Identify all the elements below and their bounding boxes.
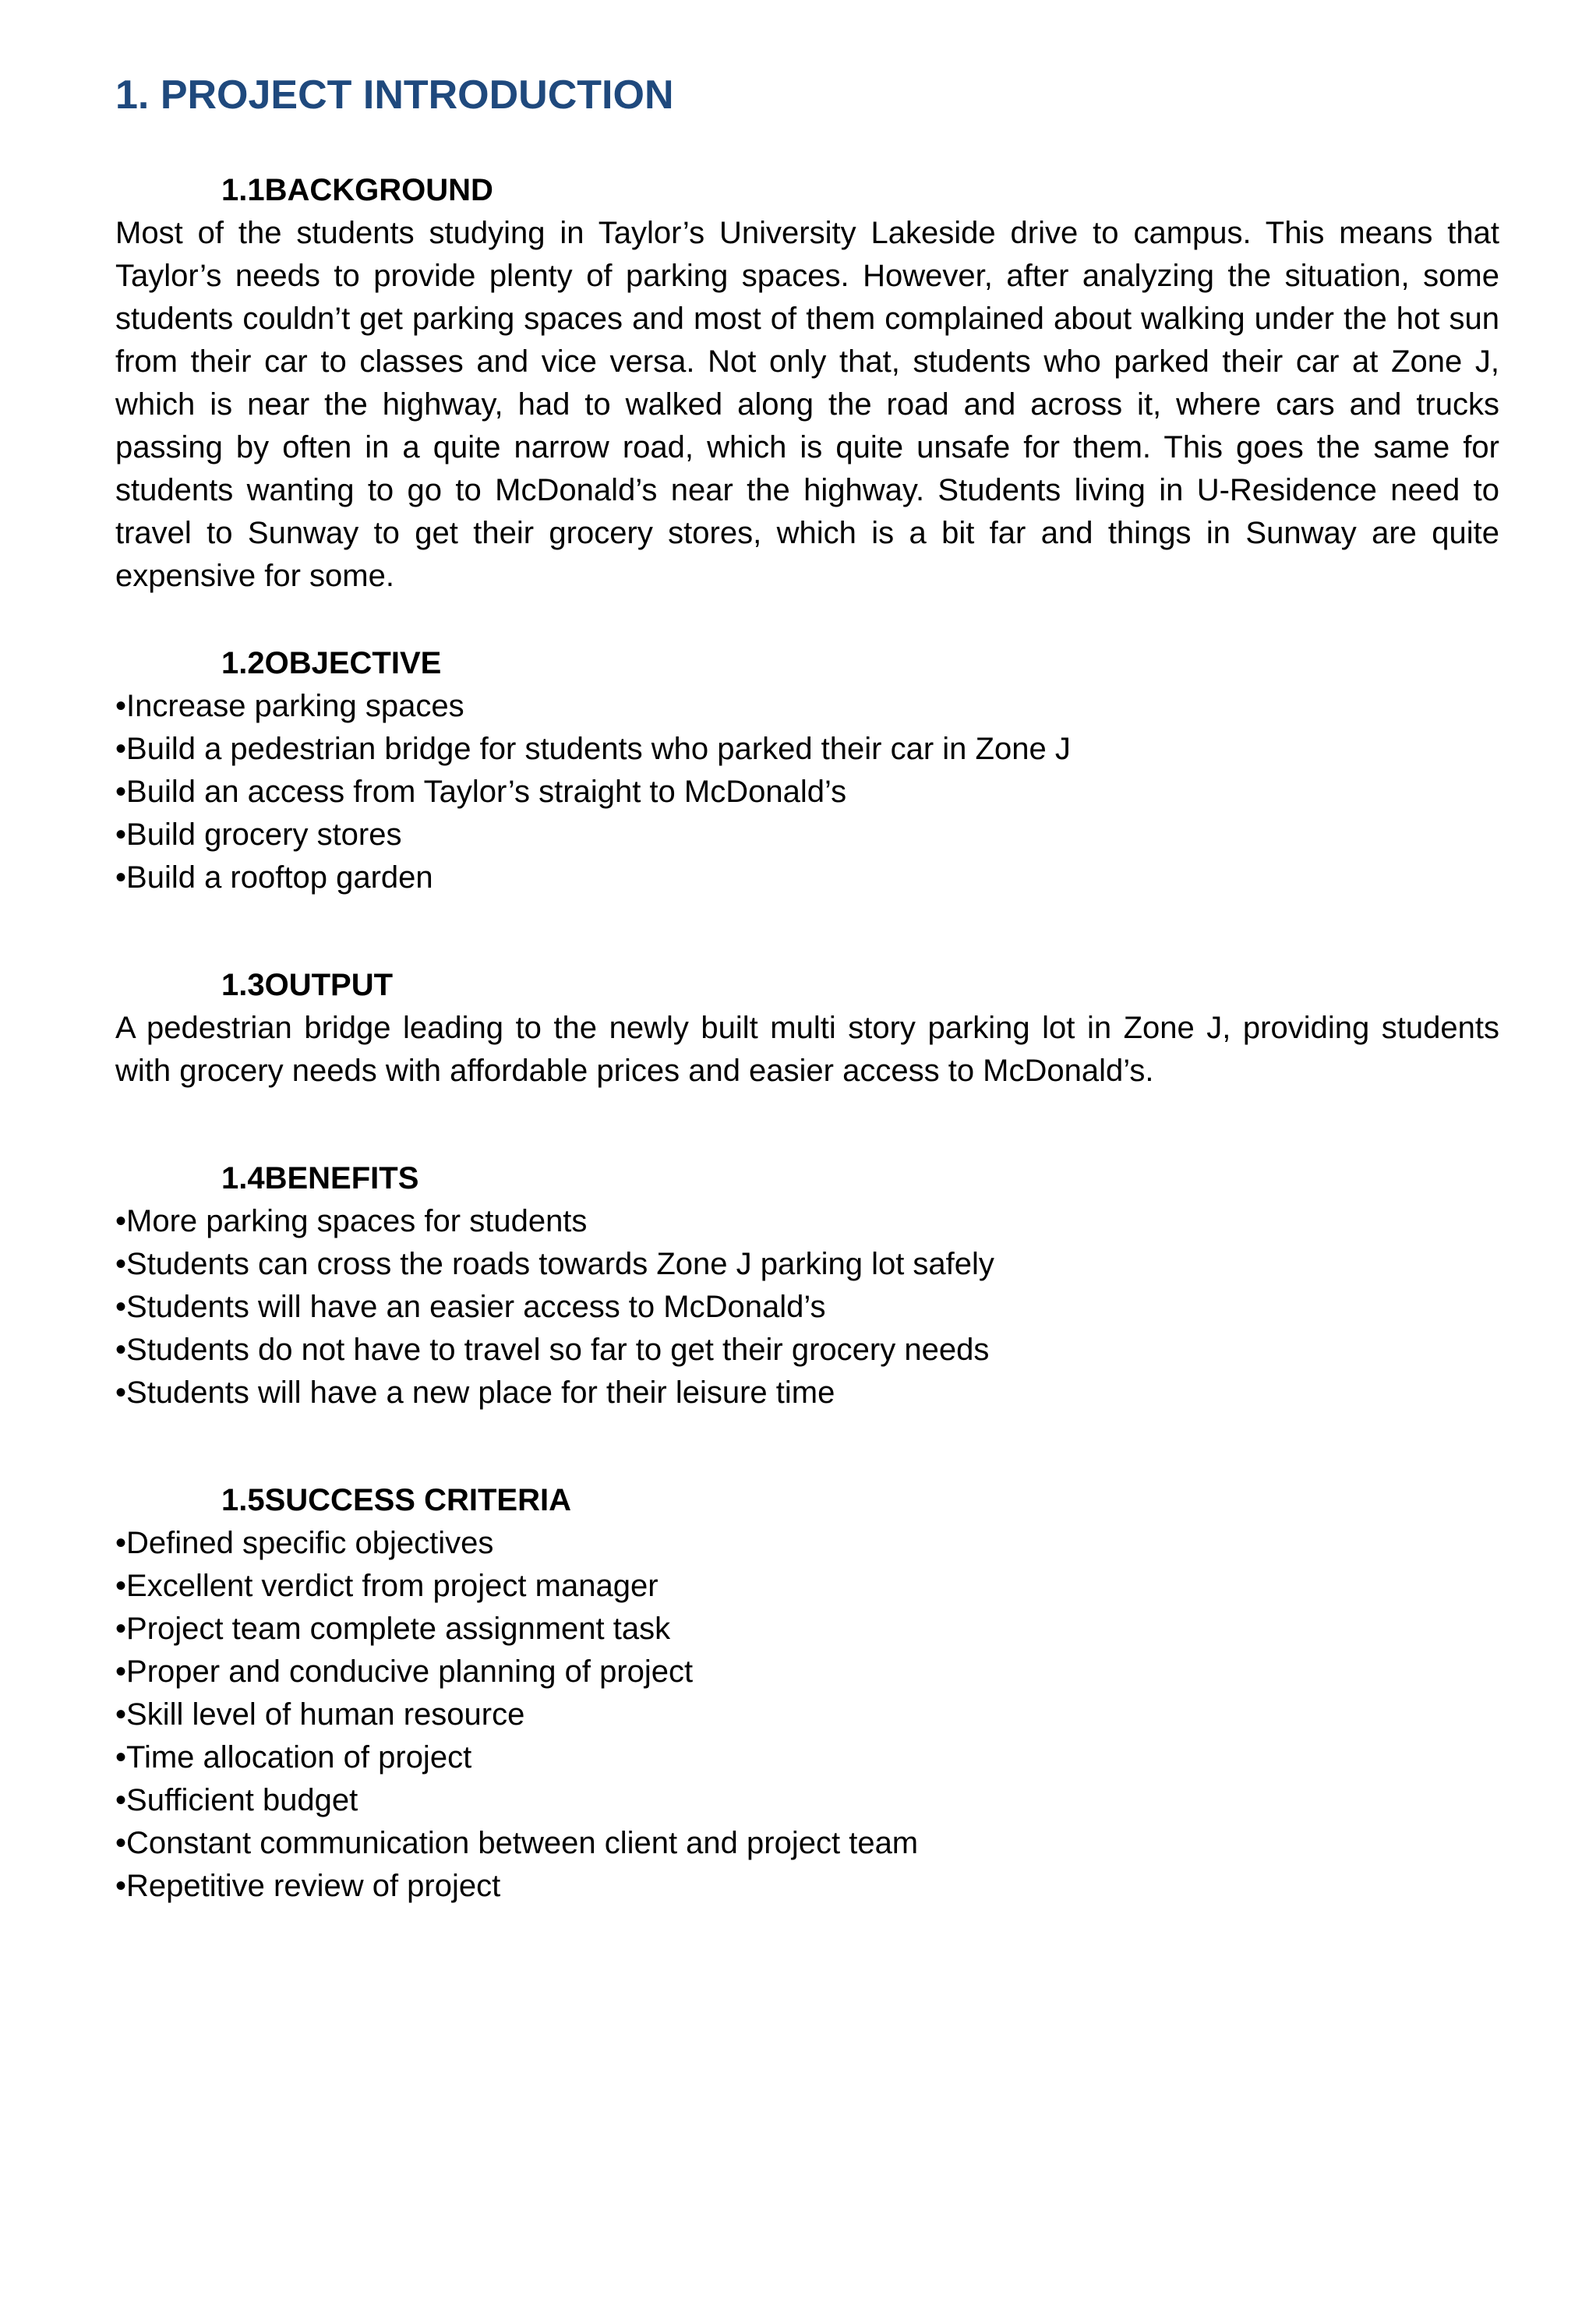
list-item: • Sufficient budget <box>115 1779 1499 1822</box>
document-content <box>115 64 1499 1908</box>
list-item: • Project team complete assignment task <box>115 1608 1499 1651</box>
section-heading-objective: 1.2OBJECTIVE <box>221 646 442 680</box>
spacer <box>115 1093 1499 1157</box>
list-item: • Time allocation of project <box>115 1736 1499 1779</box>
spacer <box>115 899 1499 963</box>
spacer <box>115 598 1499 641</box>
benefits-list <box>115 1200 1499 1414</box>
spacer <box>115 1414 1499 1478</box>
list-item: • Repetitive review of project <box>115 1865 1499 1908</box>
section-heading-background: 1.1BACKGROUND <box>221 173 493 207</box>
list-item: • Students will have a new place for their leisure time <box>115 1372 1499 1414</box>
section-heading-output: 1.3OUTPUT <box>221 968 394 1002</box>
list-item: • More parking spaces for students <box>115 1200 1499 1243</box>
list-item: • Students do not have to travel so far to get their grocery needs <box>115 1329 1499 1372</box>
section-heading-benefits: 1.4BENEFITS <box>221 1161 419 1195</box>
list-item: • Increase parking spaces <box>115 685 1499 728</box>
list-item: • Students will have an easier access to McDonald’s <box>115 1286 1499 1329</box>
section-heading-success-criteria: 1.5SUCCESS CRITERIA <box>221 1483 571 1517</box>
list-item: • Students can cross the roads towards Zone J parking lot safely <box>115 1243 1499 1286</box>
list-item: • Build an access from Taylor’s straight to McDonald’s <box>115 771 1499 814</box>
list-item: • Excellent verdict from project manager <box>115 1565 1499 1608</box>
list-item: • Build grocery stores <box>115 814 1499 856</box>
list-item: • Constant communication between client and project team <box>115 1822 1499 1865</box>
output-paragraph: A pedestrian bridge leading to the newly built multi story parking lot in Zone J, providing students with grocery needs with affordable prices and easier access to McDonald’s. <box>115 1011 1499 1088</box>
page-title: 1. PROJECT INTRODUCTION <box>115 72 674 118</box>
list-item: • Build a rooftop garden <box>115 856 1499 899</box>
success-criteria-list <box>115 1522 1499 1908</box>
list-item: • Skill level of human resource <box>115 1693 1499 1736</box>
list-item: • Build a pedestrian bridge for students who parked their car in Zone J <box>115 728 1499 771</box>
list-item: • Defined specific objectives <box>115 1522 1499 1565</box>
objective-list <box>115 685 1499 899</box>
background-paragraph: Most of the students studying in Taylor’s University Lakeside drive to campus. This means that Taylor’s needs to provide plenty of parking spaces. However, after analyzing the situation, some students couldn’t get parking spaces and most of them complained about walking under the hot sun from their car to classes and vice versa. Not only that, students who parked their car at Zone J, which is near the highway, had to walked along the road and across it, where cars and trucks passing by often in a quite narrow road, which is quite unsafe for them. This goes the same for students wanting to go to McDonald’s near the highway. Students living in U-Residence need to travel to Sunway to get their grocery stores, which is a bit far and things in Sunway are quite expensive for some. <box>115 216 1499 593</box>
list-item: • Proper and conducive planning of project <box>115 1651 1499 1693</box>
